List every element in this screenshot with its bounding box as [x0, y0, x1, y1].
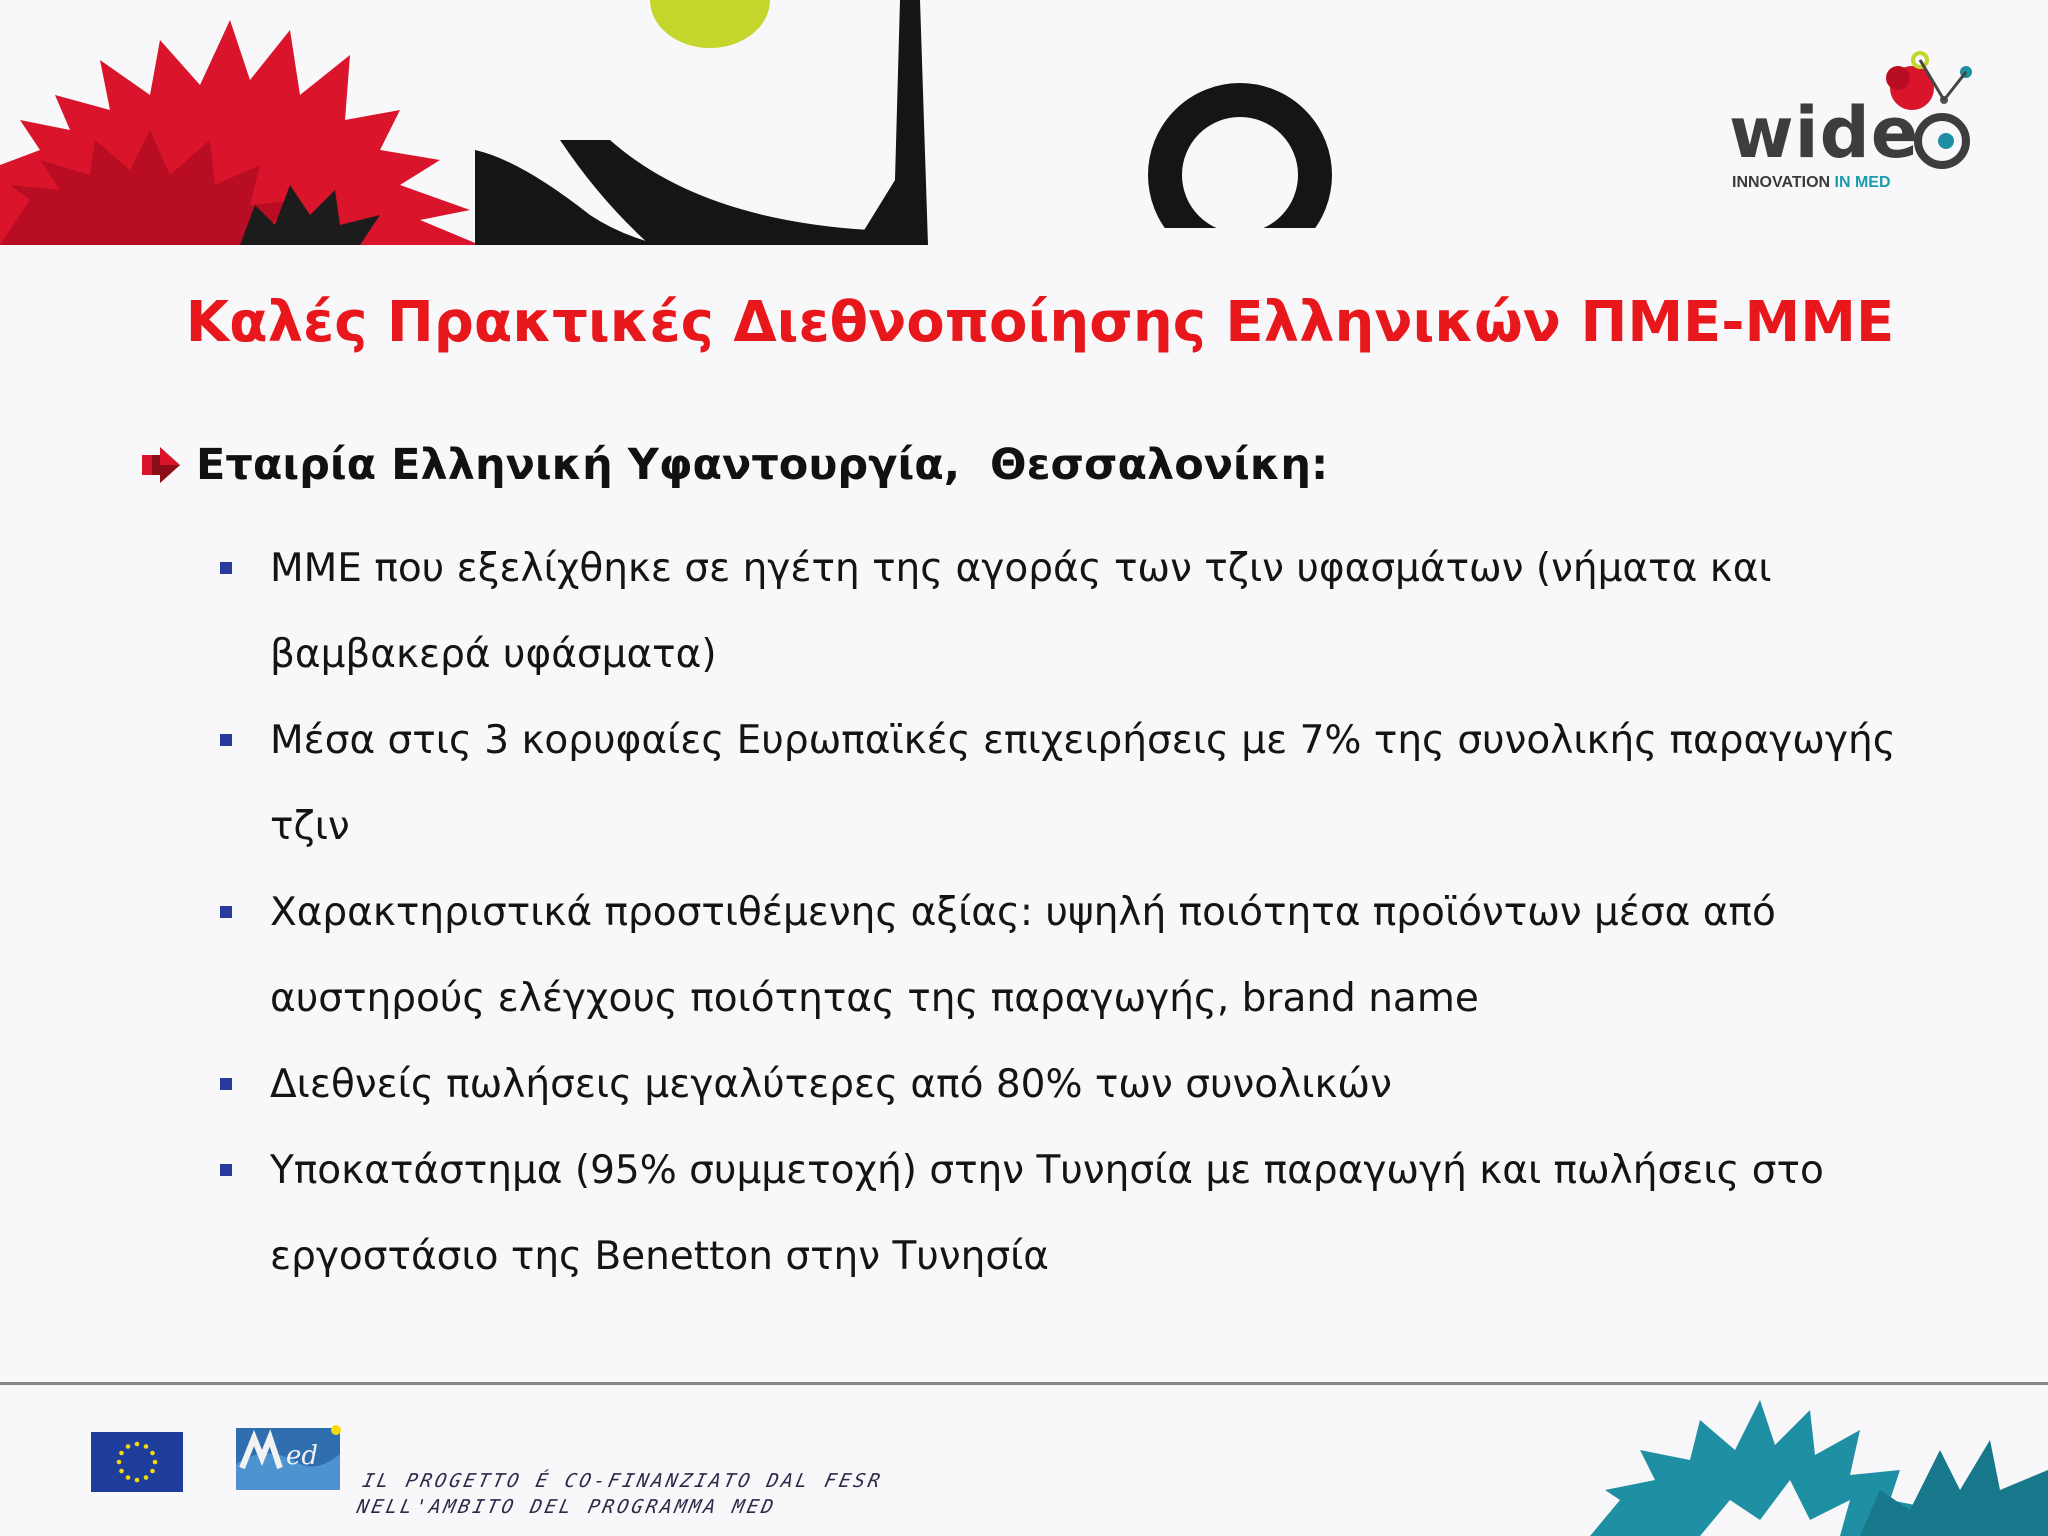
- header-artwork: [0, 0, 1380, 245]
- bullet-text: Διεθνείς πωλήσεις μεγαλύτερες από 80% των συνολικών: [270, 1062, 1392, 1107]
- red-splash-graphic: [0, 20, 480, 245]
- logo-tagline-accent: IN MED: [1834, 174, 1891, 191]
- square-bullet-icon: [220, 1164, 232, 1176]
- bullet-item: [220, 698, 1920, 870]
- bullet-text: Χαρακτηριστικά προστιθέμενης αξίας: υψηλή ποιότητα προϊόντων μέσα από αυστηρούς ελέγχους ποιότητας της παραγωγής, brand name: [270, 890, 1776, 1021]
- bullet-list: [220, 526, 1920, 1300]
- bullet-item: [220, 526, 1920, 698]
- bullet-text: Υποκατάστημα (95% συμμετοχή) στην Τυνησία με παραγωγή και πωλήσεις στο εργοστάσιο της Benetton στην Τυνησία: [270, 1148, 1824, 1279]
- bullet-item: [220, 870, 1920, 1042]
- square-bullet-icon: [220, 1078, 232, 1090]
- logo-tagline-main: INNOVATION: [1732, 174, 1835, 191]
- arrow-bullet-icon: [142, 445, 180, 485]
- bullet-text: ΜΜΕ που εξελίχθηκε σε ηγέτη της αγοράς των τζιν υφασμάτων (νήματα και βαμβακερά υφάσματα): [270, 546, 1772, 677]
- lime-circle-graphic: [650, 0, 770, 48]
- eu-flag-icon: [91, 1432, 183, 1492]
- logo-wordmark: wide: [1729, 92, 1920, 174]
- bullet-text: Μέσα στις 3 κορυφαίες Ευρωπαϊκές επιχειρήσεις με 7% της συνολικής παραγωγής τζιν: [270, 718, 1896, 849]
- square-bullet-icon: [220, 906, 232, 918]
- logo-tagline: [1732, 174, 1891, 192]
- med-programme-logo: [236, 1424, 344, 1494]
- bullet-item: [220, 1042, 1920, 1128]
- company-heading: [142, 440, 1328, 490]
- company-heading-text: Εταιρία Ελληνική Υφαντουργία, Θεσσαλονίκη:: [196, 440, 1329, 490]
- bullet-item: [220, 1128, 1920, 1300]
- med-logo-text: ed: [286, 1441, 319, 1471]
- square-bullet-icon: [220, 734, 232, 746]
- footer-note-line-1: IL PROGETTO É CO-FINANZIATO DAL FESR: [360, 1470, 885, 1492]
- wide-logo: [1720, 40, 1980, 200]
- footer-cofinancing-note: [354, 1468, 885, 1520]
- footer-note-line-2: NELL'AMBITO DEL PROGRAMMA MED: [354, 1496, 779, 1518]
- teal-splash-graphic: [1560, 1380, 2048, 1536]
- black-ring-graphic: [1165, 100, 1315, 245]
- square-bullet-icon: [220, 562, 232, 574]
- slide-title: Καλές Πρακτικές Διεθνοποίησης Ελληνικών ΠΜΕ-ΜΜΕ: [185, 290, 1895, 355]
